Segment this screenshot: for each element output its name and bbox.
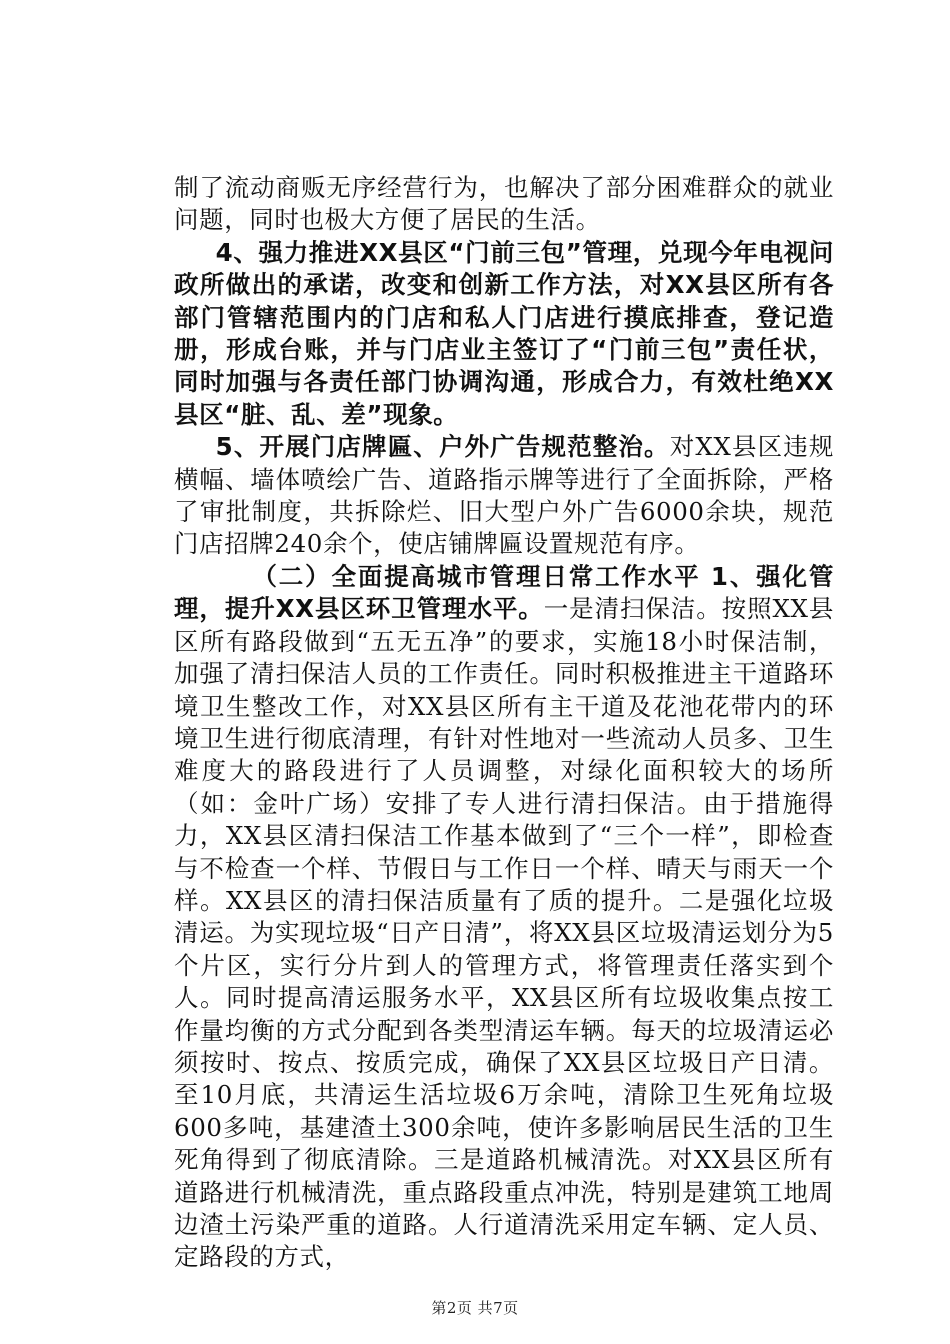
document-body — [174, 172, 834, 1274]
page-number: 第2页 共7页 — [431, 1299, 519, 1317]
paragraph-text: 一是清扫保洁。按照XX县区所有路段做到“五无五净”的要求，实施18小时保洁制，加强了清扫保洁人员的工作责任。同时积极推进主干道路环境卫生整改工作，对XX县区所有主干道及花池花带内的环境卫生进行彻底清理，有针对性地对一些流动人员多、卫生难度大的路段进行了人员调整，对绿化面积较大的场所（如：金叶广场）安排了专人进行清扫保洁。由于措施得力，XX县区清扫保洁工作基本做到了“三个一样”，即检查与不检查一个样、节假日与工作日一个样、晴天与雨天一个样。XX县区的清扫保洁质量有了质的提升。二是强化垃圾清运。为实现垃圾“日产日清”，将XX县区垃圾清运划分为5个片区，实行分片到人的管理方式，将管理责任落实到个人。同时提高清运服务水平，XX县区所有垃圾收集点按工作量均衡的方式分配到各类型清运车辆。每天的垃圾清运必须按时、按点、按质完成，确保了XX县区垃圾日产日清。至10月底，共清运生活垃圾6万余吨，清除卫生死角垃圾600多吨，基建渣土300余吨，使许多影响居民生活的卫生死角得到了彻底清除。三是道路机械清洗。对XX县区所有道路进行机械清洗，重点路段重点冲洗，特别是建筑工地周边渣土污染严重的道路。人行道清洗采用定车辆、定人员、定路段的方式， — [174, 594, 834, 1272]
section-heading: （二）全面提高城市管理日常工作水平 1、强化管理，提升XX县区环卫管理水平。 — [174, 561, 834, 624]
paragraph-item-4 — [174, 237, 834, 431]
paragraph-continuation — [174, 172, 834, 237]
page-footer — [0, 1297, 950, 1318]
paragraph-item-5 — [174, 431, 834, 561]
paragraph-text: 4、强力推进XX县区“门前三包”管理，兑现今年电视问政所做出的承诺，改变和创新工作方法，对XX县区所有各部门管辖范围内的门店和私人门店进行摸底排查，登记造册，形成台账，并与门店业主签订了“门前三包”责任状，同时加强与各责任部门协调沟通，形成合力，有效杜绝XX县区“脏、乱、差”现象。 — [174, 237, 834, 429]
paragraph-text: 对XX县区违规横幅、墙体喷绘广告、道路指示牌等进行了全面拆除，严格了审批制度，共拆除烂、旧大型户外广告6000余块，规范门店招牌240余个，使店铺牌匾设置规范有序。 — [174, 432, 834, 559]
paragraph-text: 制了流动商贩无序经营行为，也解决了部分困难群众的就业问题，同时也极大方便了居民的生活。 — [174, 173, 834, 235]
paragraph-section-2 — [174, 561, 834, 1274]
paragraph-heading: 5、开展门店牌匾、户外广告规范整治。 — [215, 432, 670, 462]
